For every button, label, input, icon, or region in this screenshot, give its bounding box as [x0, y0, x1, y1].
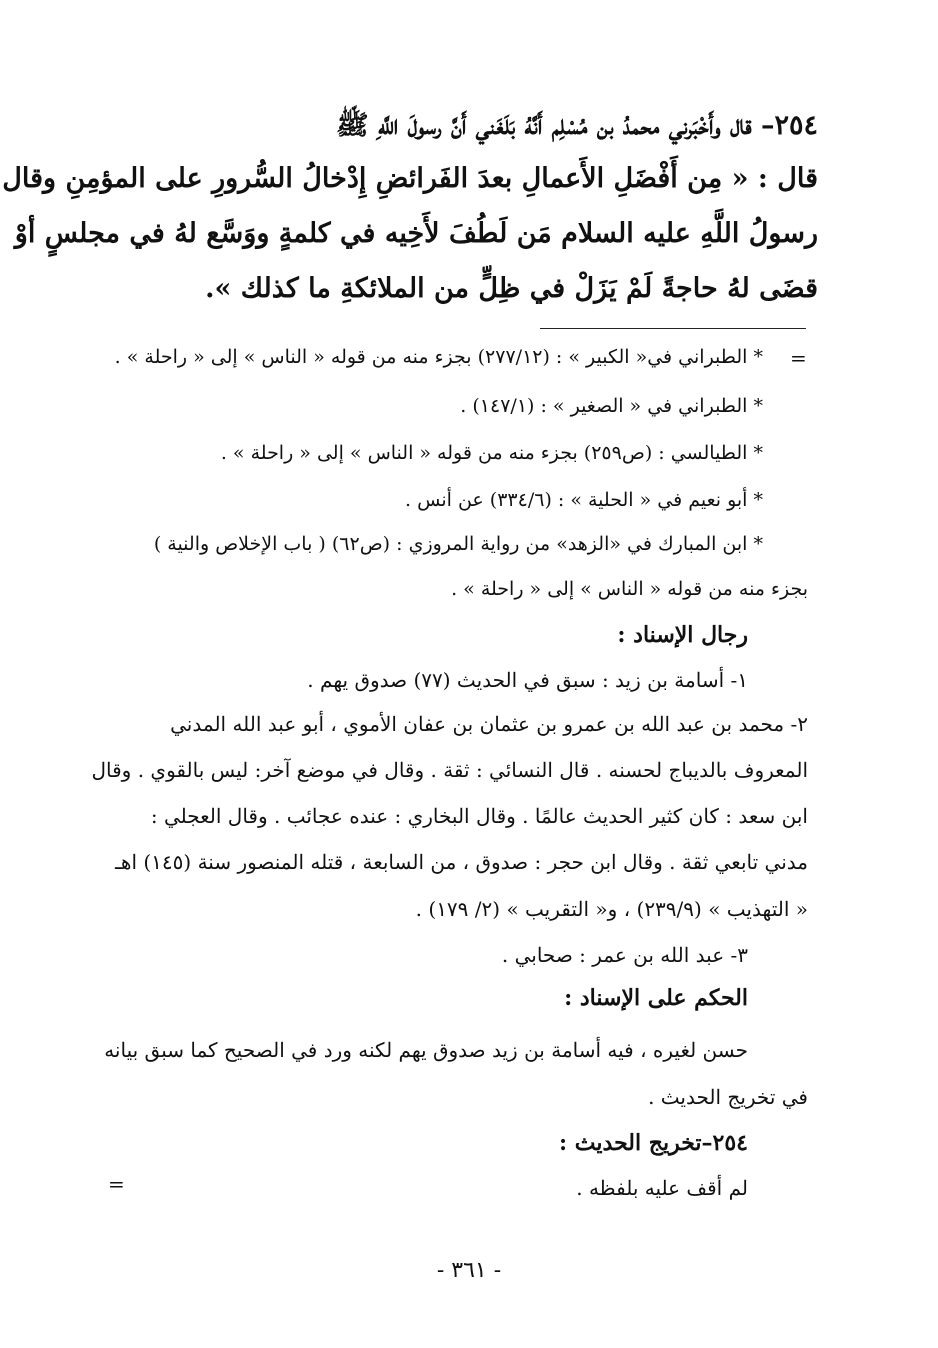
footnote-line-1: * الطبراني في« الكبير » : (٢٧٧/١٢) بجزء منه من قوله « الناس » إلى « راحلة » . — [114, 346, 763, 368]
hukm-line-2: في تخريج الحديث . — [648, 1085, 808, 1109]
hadith-line-4: قضَى لهُ حاجةً لَمْ يَزَلْ في ظِلٍّ من الملائكةِ ما كذلك ». — [205, 273, 818, 304]
footnote-continuation-mark: = — [790, 346, 807, 370]
rijal-line-2: ٢- محمد بن عبد الله بن عمرو بن عثمان بن عفان الأموي ، أبو عبد الله المدني — [170, 712, 808, 736]
section-heading-takhrij: ٢٥٤–تخريج الحديث : — [559, 1130, 748, 1156]
rijal-line-7: ٣- عبد الله بن عمر : صحابي . — [501, 943, 748, 967]
footnote-line-2: * الطبراني في « الصغير » : (١٤٧/١) . — [460, 395, 763, 417]
hadith-line-2: قال : « مِن أَفْضَلِ الأَعمالِ بعدَ الفَرائضِ إِدْخالُ السُّرورِ على المؤمِنِ وقال — [2, 163, 818, 194]
rijal-line-3: المعروف بالديباج لحسنه . قال النسائي : ثقة . وقال في موضع آخر: ليس بالقوي . وقال — [91, 758, 808, 782]
hadith-line-1: ٢٥٤– قال وأَخْبَرني محمدُ بن مُسْلِم أَنَّهُ بَلَغَني أَنَّ رسولَ اللَّهِ ﷺ — [335, 110, 818, 141]
rijal-line-4: ابن سعد : كان كثير الحديث عالمًا . وقال البخاري : عنده عجائب . وقال العجلي : — [150, 804, 808, 828]
rijal-line-1: ١- أسامة بن زيد : سبق في الحديث (٧٧) صدوق يهم . — [307, 668, 748, 692]
footnote-line-3: * الطيالسي : (ص٢٥٩) بجزء منه من قوله « الناس » إلى « راحلة » . — [220, 442, 763, 464]
rijal-line-5: مدني تابعي ثقة . وقال ابن حجر : صدوق ، من السابعة ، قتله المنصور سنة (١٤٥) اهـ — [115, 850, 808, 874]
takhrij-continuation-mark: = — [108, 1172, 125, 1196]
rijal-line-6: « التهذيب » (٢٣٩/٩) ، و« التقريب » (٢/ ١٧٩) . — [415, 897, 808, 921]
hukm-line-1: حسن لغيره ، فيه أسامة بن زيد صدوق يهم لكنه ورد في الصحيح كما سبق بيانه — [104, 1038, 748, 1062]
footnote-line-6: بجزء منه من قوله « الناس » إلى « راحلة » . — [451, 578, 808, 600]
hadith-line-3: رسولُ اللَّهِ عليه السلام مَن لَطُفَ لأَخِيه في كلمةٍ ووَسَّع لهُ في مجلسٍ أوْ — [14, 218, 818, 249]
footnote-separator — [540, 328, 806, 329]
section-heading-rijal: رجال الإسناد : — [617, 622, 748, 648]
footnote-line-4: * أبو نعيم في « الحلية » : (٣٣٤/٦) عن أنس . — [405, 489, 763, 511]
section-heading-hukm: الحكم على الإسناد : — [564, 985, 748, 1011]
takhrij-line-1: لم أقف عليه بلفظه . — [576, 1176, 748, 1200]
page-number: - ٣٦١ - — [436, 1258, 502, 1283]
footnote-line-5: * ابن المبارك في «الزهد» من رواية المروزي : (ص٦٢) ( باب الإخلاص والنية ) — [153, 533, 763, 555]
